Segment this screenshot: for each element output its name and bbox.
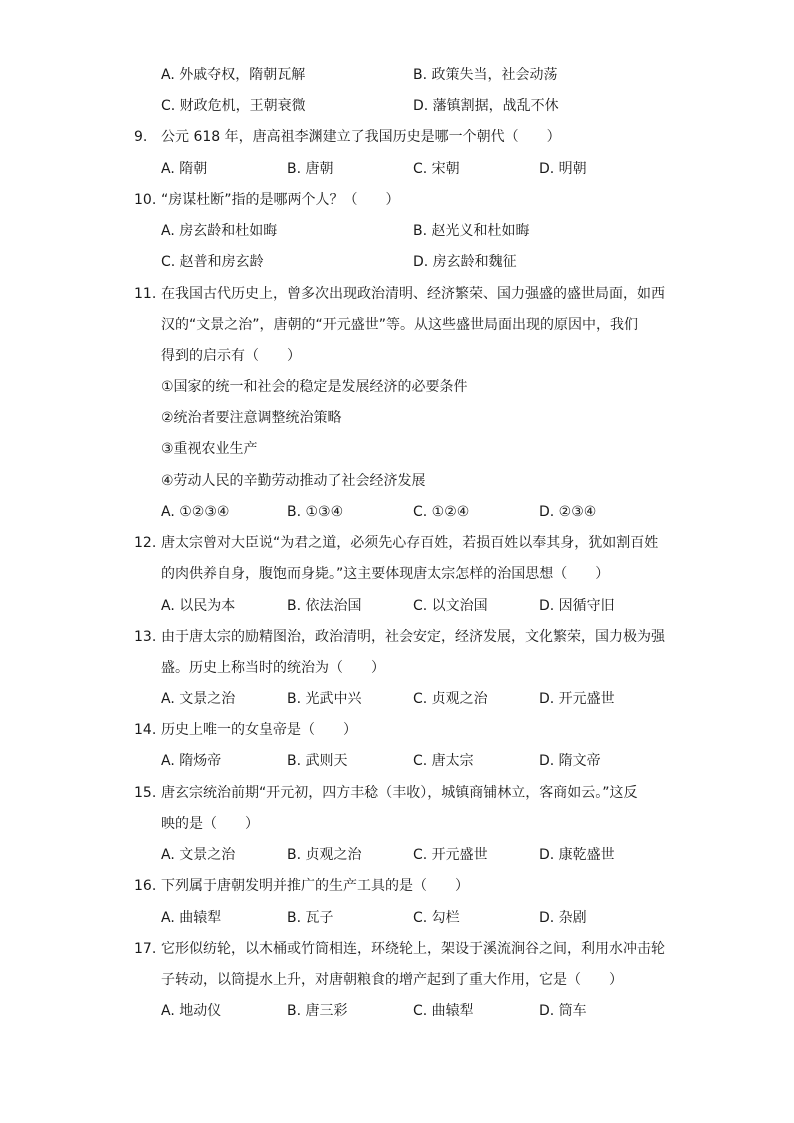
q15-text-1: 唐玄宗统治前期“开元初，四方丰稔（丰收），城镇商铺林立，客商如云。”这反 — [161, 785, 638, 801]
q11-option-d: D. ②③④ — [539, 504, 597, 520]
q8-option-c: C. 财政危机，王朝衰微 — [161, 98, 306, 114]
q17-option-d: D. 筒车 — [539, 1003, 587, 1019]
q14-text: 历史上唯一的女皇帝是（ ） — [161, 722, 357, 738]
q11-option-c: C. ①②④ — [413, 504, 470, 520]
q14-number: 14. — [134, 722, 157, 738]
q11-option-a: A. ①②③④ — [161, 504, 230, 520]
q14-option-c: C. 唐太宗 — [413, 753, 474, 769]
q17-option-a: A. 地动仪 — [161, 1003, 222, 1019]
q11-number: 11. — [134, 286, 157, 302]
q15-text-2: 映的是（ ） — [161, 816, 259, 832]
q11-text-2: 汉的“文景之治”，唐朝的“开元盛世”等。从这些盛世局面出现的原因中，我们 — [161, 317, 639, 333]
q12-option-a: A. 以民为本 — [161, 598, 236, 614]
q11-item-2-text: ②统治者要注意调整统治策略 — [161, 410, 342, 426]
q8-option-d: D. 藩镇割据，战乱不休 — [413, 98, 559, 114]
q13-text-2: 盛。历史上称当时的统治为（ ） — [161, 660, 385, 676]
q8-option-a: A. 外戚夺权，隋朝瓦解 — [161, 67, 306, 83]
q11-text-3: 得到的启示有（ ） — [161, 348, 301, 364]
q16-option-b: B. 瓦子 — [287, 910, 334, 926]
q14-option-b: B. 武则天 — [287, 753, 348, 769]
q17-text-1: 它形似纺轮，以木桶或竹筒相连，环绕轮上，架设于溪流涧谷之间，利用水冲击轮 — [161, 941, 665, 957]
q12-text-2: 的肉供养自身，腹饱而身毙。”这主要体现唐太宗怎样的治国思想（ ） — [161, 566, 610, 582]
q12-option-d: D. 因循守旧 — [539, 598, 615, 614]
q11-option-b: B. ①③④ — [287, 504, 344, 520]
q11-item-1-text: ①国家的统一和社会的稳定是发展经济的必要条件 — [161, 379, 468, 395]
q10-number: 10. — [134, 192, 157, 208]
q10-option-d: D. 房玄龄和魏征 — [413, 254, 517, 270]
q15-option-b: B. 贞观之治 — [287, 847, 362, 863]
q16-option-c: C. 勾栏 — [413, 910, 460, 926]
q16-option-a: A. 曲辕犁 — [161, 910, 222, 926]
q17-text-2: 子转动，以筒提水上升，对唐朝粮食的增产起到了重大作用，它是（ ） — [161, 972, 623, 988]
q16-number: 16. — [134, 878, 157, 894]
q11-item-3-text: ③重视农业生产 — [161, 441, 258, 457]
q11-text-1: 在我国古代历史上，曾多次出现政治清明、经济繁荣、国力强盛的盛世局面，如西 — [161, 286, 665, 302]
q13-option-b: B. 光武中兴 — [287, 691, 362, 707]
q17-option-c: C. 曲辕犁 — [413, 1003, 474, 1019]
q12-text-1: 唐太宗曾对大臣说“为君之道，必须先心存百姓，若损百姓以奉其身，犹如割百姓 — [161, 535, 659, 551]
q14-option-d: D. 隋文帝 — [539, 753, 601, 769]
q12-number: 12. — [134, 535, 157, 551]
q9-option-b: B. 唐朝 — [287, 161, 334, 177]
q9-option-c: C. 宋朝 — [413, 161, 460, 177]
q8-option-b: B. 政策失当，社会动荡 — [413, 67, 558, 83]
q10-option-c: C. 赵普和房玄龄 — [161, 254, 264, 270]
q12-option-b: B. 依法治国 — [287, 598, 362, 614]
q9-text: 公元 618 年，唐高祖李渊建立了我国历史是哪一个朝代（ ） — [161, 129, 561, 145]
q10-text: “房谋杜断”指的是哪两个人？（ ） — [161, 192, 400, 208]
q15-option-d: D. 康乾盛世 — [539, 847, 615, 863]
q13-text-1: 由于唐太宗的励精图治，政治清明，社会安定，经济发展，文化繁荣，国力极为强 — [161, 629, 665, 645]
q13-number: 13. — [134, 629, 157, 645]
q9-number: 9. — [134, 129, 148, 145]
q12-option-c: C. 以文治国 — [413, 598, 488, 614]
q17-option-b: B. 唐三彩 — [287, 1003, 348, 1019]
q10-option-b: B. 赵光义和杜如晦 — [413, 223, 530, 239]
q13-option-a: A. 文景之治 — [161, 691, 236, 707]
q9-option-d: D. 明朝 — [539, 161, 587, 177]
q16-text: 下列属于唐朝发明并推广的生产工具的是（ ） — [161, 878, 469, 894]
q17-number: 17. — [134, 941, 157, 957]
q15-number: 15. — [134, 785, 157, 801]
q14-option-a: A. 隋炀帝 — [161, 753, 222, 769]
q10-option-a: A. 房玄龄和杜如晦 — [161, 223, 278, 239]
q15-option-a: A. 文景之治 — [161, 847, 236, 863]
q13-option-c: C. 贞观之治 — [413, 691, 488, 707]
q16-option-d: D. 杂剧 — [539, 910, 587, 926]
q11-item-4-text: ④劳动人民的辛勤劳动推动了社会经济发展 — [161, 473, 426, 489]
q13-option-d: D. 开元盛世 — [539, 691, 615, 707]
q15-option-c: C. 开元盛世 — [413, 847, 488, 863]
q9-option-a: A. 隋朝 — [161, 161, 208, 177]
